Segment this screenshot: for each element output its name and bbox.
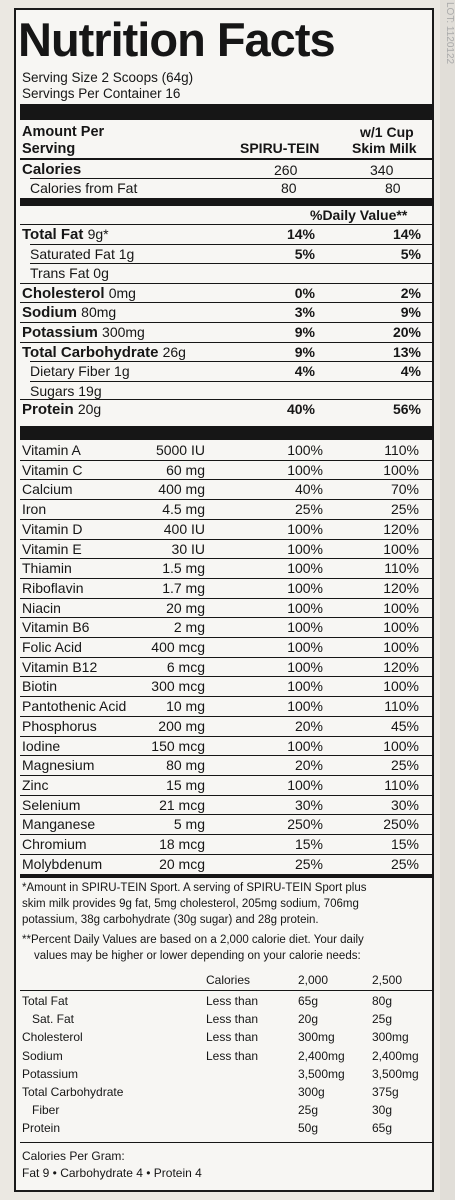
vitamin-dv-spirutein: 100% (287, 777, 323, 793)
vitamin-dv-milk: 100% (383, 541, 419, 557)
vitamin-amount: 30 IU (171, 541, 205, 557)
rule (20, 736, 434, 737)
vitamin-dv-milk: 120% (383, 521, 419, 537)
vitamin-name: Biotin (22, 678, 58, 694)
dv-row-2500: 30g (372, 1103, 393, 1117)
rule (20, 676, 434, 677)
vitamin-name: Manganese (22, 816, 96, 832)
footnote-amount-3: potassium, 38g carbohydrate (30g sugar) and 28g protein. (22, 914, 319, 926)
vitamin-dv-milk: 100% (383, 678, 419, 694)
vitamin-dv-milk: 110% (384, 442, 419, 458)
nutrient-amount: 0g (93, 265, 109, 281)
dv-row-name: Total Fat (22, 994, 69, 1008)
nutrition-title: Nutrition Facts (18, 13, 335, 66)
package-edge (440, 0, 455, 1200)
dv-row-2500: 65g (372, 1121, 393, 1135)
footnote-dv-1: **Percent Daily Values are based on a 2,000 calorie diet. Your daily (22, 934, 364, 946)
nutrient-dv-spirutein: 5% (294, 246, 315, 262)
vitamin-dv-spirutein: 20% (294, 757, 323, 773)
vitamin-amount: 400 mcg (151, 639, 205, 655)
dv-row-2500: 80g (372, 994, 393, 1008)
dv-row-2000: 2,400mg (298, 1049, 345, 1063)
nutrient-amount: 1g (118, 246, 135, 262)
nutrient-dv-spirutein: 0% (294, 285, 315, 301)
vitamin-dv-spirutein: 100% (287, 600, 323, 616)
thick-bar-top (20, 104, 434, 120)
per-gram-rule (20, 1142, 434, 1143)
rule (20, 657, 434, 658)
nutrient-dv-milk: 9% (400, 304, 421, 320)
rule (20, 834, 434, 835)
vitamin-dv-spirutein: 20% (294, 718, 323, 734)
vitamin-amount: 6 mcg (166, 659, 205, 675)
vitamin-dv-spirutein: 100% (287, 619, 323, 635)
nutrient-name: Total Fat (22, 226, 84, 243)
vitamin-amount: 400 IU (163, 521, 205, 537)
vitamin-dv-milk: 15% (390, 836, 419, 852)
vitamin-amount: 20 mcg (159, 856, 205, 872)
serving-label: Serving (22, 141, 76, 157)
nutrient-dv-milk: 2% (400, 285, 421, 301)
rule (20, 775, 434, 776)
vitamin-dv-spirutein: 100% (287, 521, 323, 537)
rule (20, 814, 434, 815)
vitamin-dv-milk: 100% (383, 639, 419, 655)
dv-row-condition: Less than (206, 994, 259, 1008)
vitamin-dv-spirutein: 15% (294, 836, 323, 852)
vitamin-amount: 200 mg (158, 718, 205, 734)
nutrient-amount: 1g (114, 363, 130, 379)
footnote-dv-2: values may be higher or lower depending on your calorie needs: (34, 950, 361, 962)
vitamin-amount: 5000 IU (155, 442, 205, 458)
vitamin-dv-spirutein: 100% (287, 442, 323, 458)
nutrient-row (22, 226, 109, 243)
rule (20, 460, 434, 461)
rule (30, 381, 434, 382)
nutrient-row (30, 363, 130, 379)
vitamin-amount: 18 mcg (159, 836, 205, 852)
serving-size: Serving Size 2 Scoops (64g) (22, 70, 194, 85)
nutrient-row (30, 265, 109, 281)
vitamin-name: Pantothenic Acid (22, 698, 127, 714)
rule (20, 598, 434, 599)
dv-row-name: Fiber (32, 1103, 60, 1117)
vitamin-amount: 1.7 mg (162, 580, 205, 596)
rule (20, 342, 434, 343)
vitamin-amount: 21 mcg (159, 797, 205, 813)
thick-bar-vitamins (20, 426, 434, 440)
dv-row-2500: 375g (372, 1085, 399, 1099)
vitamin-name: Folic Acid (22, 639, 82, 655)
vitamin-dv-spirutein: 100% (287, 639, 323, 655)
vitamin-amount: 20 mg (166, 600, 205, 616)
vitamin-amount: 400 mg (158, 481, 205, 497)
rule (20, 795, 434, 796)
servings-per-container: Servings Per Container 16 (22, 86, 181, 101)
dv-calories-label: Calories (206, 973, 251, 987)
nutrient-name: Dietary Fiber (30, 363, 111, 379)
calories-milk: 340 (370, 162, 394, 178)
vitamin-dv-spirutein: 100% (287, 678, 323, 694)
nutrient-amount: 26g (162, 344, 186, 360)
dv-row-2500: 25g (372, 1012, 393, 1026)
rule (20, 696, 434, 697)
vitamin-name: Vitamin D (22, 521, 83, 537)
nutrient-amount: 80mg (81, 304, 117, 320)
vitamin-dv-milk: 25% (390, 856, 419, 872)
vitamin-amount: 60 mg (166, 462, 205, 478)
calories-spirutein: 260 (274, 162, 298, 178)
dv-row-name: Sodium (22, 1049, 63, 1063)
rule (20, 716, 434, 717)
vitamin-name: Phosphorus (22, 718, 97, 734)
vitamin-amount: 150 mcg (151, 738, 205, 754)
vitamin-dv-spirutein: 25% (294, 501, 323, 517)
vitamin-dv-spirutein: 100% (287, 659, 323, 675)
vitamin-amount: 2 mg (173, 619, 205, 635)
vitamin-dv-milk: 70% (390, 481, 419, 497)
footnote-amount-1: *Amount in SPIRU-TEIN Sport. A serving of SPIRU-TEIN Sport plus (22, 882, 367, 894)
dv-table-rule (20, 990, 434, 991)
nutrient-amount: 19g (78, 383, 102, 399)
rule (30, 361, 434, 362)
vitamin-dv-milk: 110% (384, 698, 419, 714)
daily-value-header: %Daily Value** (310, 207, 408, 223)
dv-row-name: Cholesterol (22, 1030, 83, 1044)
dv-row-name: Total Carbohydrate (22, 1085, 124, 1099)
rule (20, 322, 434, 323)
calories-rule (20, 158, 434, 160)
rule (20, 539, 434, 540)
column-milk-top: w/1 Cup (360, 124, 414, 140)
dv-row-2000: 300g (298, 1085, 325, 1099)
nutrient-row (30, 383, 102, 399)
nutrient-row (22, 344, 186, 361)
nutrient-dv-spirutein: 40% (286, 401, 315, 417)
vitamin-name: Iron (22, 501, 47, 517)
vitamin-amount: 10 mg (166, 698, 205, 714)
nutrient-name: Protein (22, 401, 74, 418)
per-gram-title: Calories Per Gram: (22, 1149, 125, 1163)
vitamin-dv-spirutein: 100% (287, 560, 323, 576)
rule (20, 283, 434, 284)
vitamin-dv-milk: 250% (383, 816, 419, 832)
vitamin-dv-spirutein: 250% (287, 816, 323, 832)
vitamin-amount: 80 mg (166, 757, 205, 773)
calories-fat-spirutein: 80 (281, 180, 297, 196)
dv-row-name: Potassium (22, 1067, 79, 1081)
vitamin-name: Magnesium (22, 757, 95, 773)
rule (20, 755, 434, 756)
vitamin-dv-spirutein: 40% (294, 481, 323, 497)
nutrient-dv-spirutein: 14% (286, 226, 315, 242)
rule (20, 224, 434, 225)
dv-row-2000: 65g (298, 994, 319, 1008)
column-milk-bottom: Skim Milk (352, 140, 417, 156)
dv-row-2000: 300mg (298, 1030, 335, 1044)
nutrient-row (22, 285, 136, 302)
nutrient-name: Sodium (22, 304, 77, 321)
nutrient-dv-spirutein: 4% (294, 363, 315, 379)
vitamin-amount: 1.5 mg (162, 560, 205, 576)
vitamin-amount: 4.5 mg (162, 501, 205, 517)
nutrient-dv-milk: 4% (400, 363, 421, 379)
amount-per-label: Amount Per (22, 124, 105, 140)
vitamin-dv-spirutein: 100% (287, 462, 323, 478)
vitamin-dv-milk: 110% (384, 560, 419, 576)
vitamin-dv-milk: 30% (390, 797, 419, 813)
nutrient-dv-milk: 13% (392, 344, 421, 360)
nutrient-name: Potassium (22, 324, 98, 341)
vitamin-name: Calcium (22, 481, 73, 497)
rule (20, 499, 434, 500)
calories-fat-label: Calories from Fat (30, 180, 138, 196)
vitamin-name: Vitamin E (22, 541, 82, 557)
vitamin-dv-spirutein: 25% (294, 856, 323, 872)
dv-row-condition: Less than (206, 1012, 259, 1026)
nutrient-name: Saturated Fat (30, 246, 115, 262)
rule (30, 244, 434, 245)
vitamin-name: Thiamin (22, 560, 72, 576)
vitamin-name: Molybdenum (22, 856, 103, 872)
lot-code: LOT: 1120122 (444, 2, 455, 65)
calories-label: Calories (22, 161, 82, 178)
nutrient-dv-milk: 56% (392, 401, 421, 417)
column-spirutein: SPIRU-TEIN (240, 140, 320, 156)
vitamin-name: Vitamin C (22, 462, 83, 478)
rule (20, 558, 434, 559)
dv-row-2000: 3,500mg (298, 1067, 345, 1081)
vitamin-dv-milk: 25% (390, 757, 419, 773)
vitamin-dv-milk: 100% (383, 600, 419, 616)
vitamin-name: Selenium (22, 797, 81, 813)
vitamin-name: Vitamin A (22, 442, 81, 458)
vitamin-name: Riboflavin (22, 580, 84, 596)
thick-bar-mid (20, 198, 434, 206)
vitamin-name: Iodine (22, 738, 61, 754)
dv-2500-label: 2,500 (372, 973, 403, 987)
dv-row-2500: 300mg (372, 1030, 409, 1044)
vitamin-dv-spirutein: 30% (294, 797, 323, 813)
vitamin-dv-milk: 120% (383, 659, 419, 675)
nutrient-dv-milk: 5% (400, 246, 421, 262)
rule (20, 479, 434, 480)
vitamin-dv-milk: 45% (390, 718, 419, 734)
nutrient-row (22, 401, 101, 418)
vitamin-name: Niacin (22, 600, 61, 616)
rule (30, 263, 434, 264)
vitamin-name: Vitamin B6 (22, 619, 90, 635)
dv-row-condition: Less than (206, 1049, 259, 1063)
nutrient-name: Trans Fat (30, 265, 90, 281)
vitamin-dv-spirutein: 100% (287, 541, 323, 557)
dv-row-2000: 20g (298, 1012, 319, 1026)
rule (20, 637, 434, 638)
dv-row-condition: Less than (206, 1030, 259, 1044)
nutrient-dv-spirutein: 3% (294, 304, 315, 320)
dv-row-name: Sat. Fat (32, 1012, 75, 1026)
dv-row-2000: 50g (298, 1121, 319, 1135)
rule (20, 578, 434, 579)
footnote-amount-2: skim milk provides 9g fat, 5mg cholesterol, 205mg sodium, 706mg (22, 898, 359, 910)
dv-row-2000: 25g (298, 1103, 319, 1117)
nutrient-dv-spirutein: 9% (294, 324, 315, 340)
nutrient-name: Total Carbohydrate (22, 344, 159, 361)
nutrient-name: Cholesterol (22, 285, 105, 302)
vitamin-amount: 300 mcg (151, 678, 205, 694)
vitamin-dv-spirutein: 100% (287, 580, 323, 596)
vitamin-dv-milk: 100% (383, 619, 419, 635)
nutrient-dv-spirutein: 9% (294, 344, 315, 360)
rule (20, 519, 434, 520)
rule (20, 302, 434, 303)
nutrient-amount: 0mg (108, 285, 136, 301)
vitamin-dv-milk: 25% (390, 501, 419, 517)
vitamin-name: Chromium (22, 836, 87, 852)
nutrient-row (22, 304, 116, 321)
vitamin-dv-spirutein: 100% (287, 738, 323, 754)
nutrient-row (30, 246, 134, 262)
nutrient-row (22, 324, 145, 341)
vitamin-dv-milk: 100% (383, 738, 419, 754)
rule (20, 854, 434, 855)
rule (20, 617, 434, 618)
nutrient-name: Sugars (30, 383, 75, 399)
vitamin-name: Vitamin B12 (22, 659, 98, 675)
nutrient-amount: 9g* (87, 226, 109, 242)
vitamin-dv-milk: 100% (383, 462, 419, 478)
dv-row-2500: 2,400mg (372, 1049, 419, 1063)
calories-fat-milk: 80 (385, 180, 401, 196)
nutrient-amount: 300mg (102, 324, 145, 340)
vitamin-name: Zinc (22, 777, 49, 793)
vitamin-amount: 15 mg (166, 777, 205, 793)
vitamin-dv-milk: 120% (383, 580, 419, 596)
nutrient-amount: 20g (77, 401, 102, 417)
per-gram-values: Fat 9 • Carbohydrate 4 • Protein 4 (22, 1166, 202, 1180)
rule (20, 399, 434, 400)
rule (30, 178, 434, 179)
vitamin-dv-milk: 110% (384, 777, 419, 793)
dv-row-2500: 3,500mg (372, 1067, 419, 1081)
thick-bar-footer (20, 874, 434, 878)
dv-2000-label: 2,000 (298, 973, 329, 987)
dv-row-name: Protein (22, 1121, 61, 1135)
vitamin-amount: 5 mg (173, 816, 205, 832)
nutrient-dv-milk: 14% (392, 226, 421, 242)
nutrient-dv-milk: 20% (392, 324, 421, 340)
vitamin-dv-spirutein: 100% (287, 698, 323, 714)
